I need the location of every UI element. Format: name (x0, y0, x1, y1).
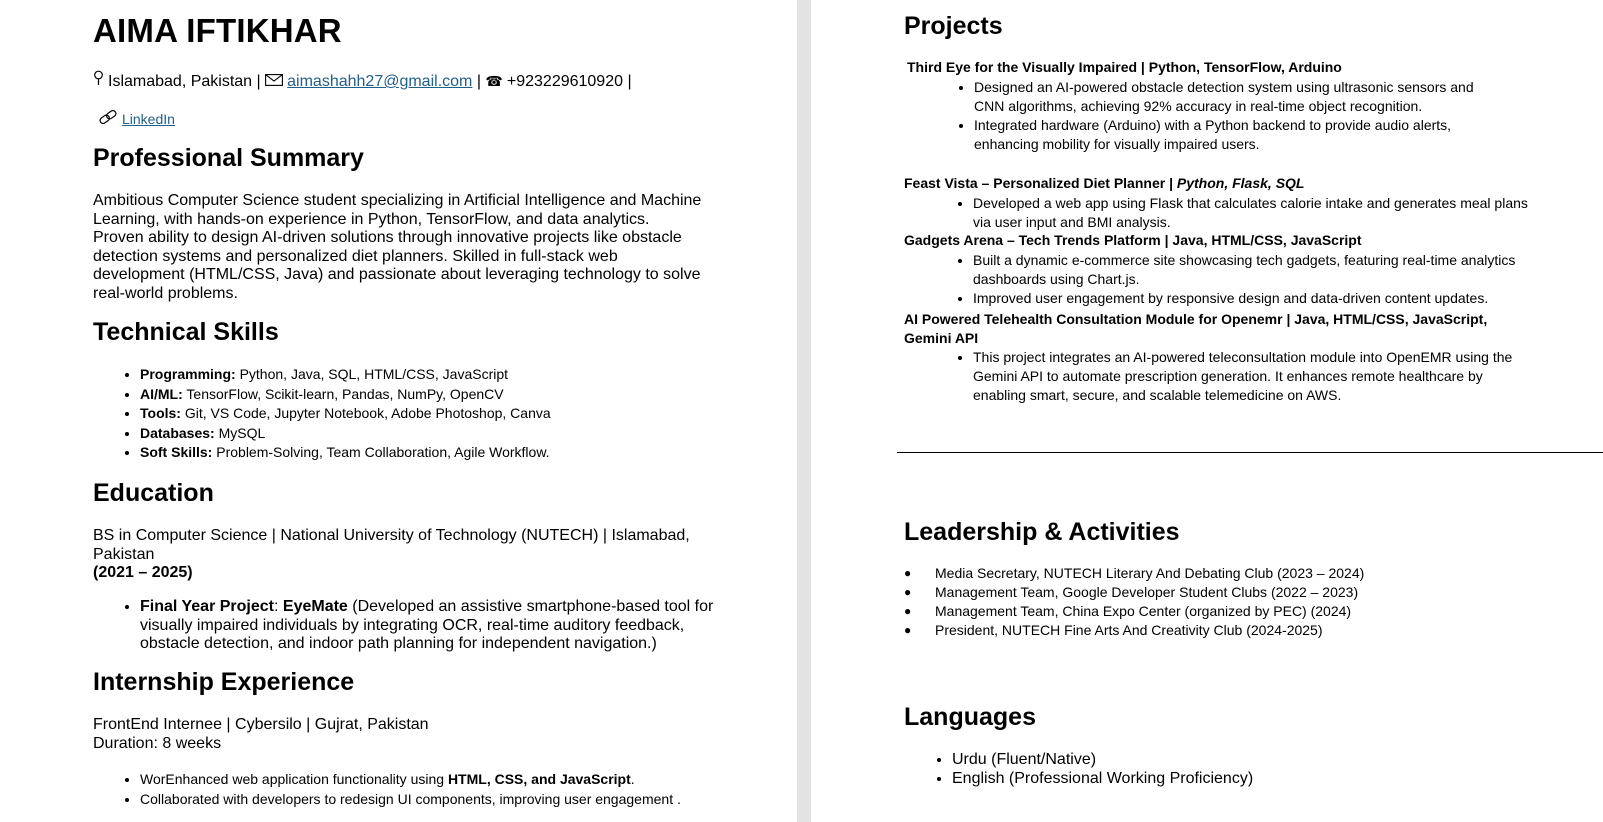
phone-icon: ☎ (485, 73, 503, 89)
skills-list (140, 365, 760, 463)
contact-line (93, 70, 632, 91)
project-title: Gadgets Arena – Tech Trends Platform | Java, HTML/CSS, JavaScript (904, 232, 1362, 248)
leadership-item: ● Management Team, China Expo Center (organized by PEC) (2024) (904, 602, 1524, 621)
project-title: Feast Vista – Personalized Diet Planner | Python, Flask, SQL (904, 175, 1305, 191)
leadership-heading: Leadership & Activities (904, 518, 1180, 546)
project-bullets (974, 78, 1474, 154)
project-bullet: • Built a dynamic e-commerce site showcasing tech gadgets, featuring real-time analytics dashboards using Chart.js. (973, 251, 1533, 289)
education-details (140, 598, 720, 654)
project-bullet: • Developed a web app using Flask that calculates calorie intake and generates meal plans via user input and BMI analysis. (973, 194, 1533, 232)
section-divider (897, 452, 1603, 453)
education-degree: BS in Computer Science | National University of Technology (NUTECH) | Islamabad, Pakistan (93, 527, 690, 563)
project-bullets (973, 194, 1533, 232)
leadership-item: ● President, NUTECH Fine Arts And Creativity Club (2024-2025) (904, 621, 1524, 640)
language-item: • English (Professional Working Proficiency) (952, 770, 1452, 789)
email-link[interactable]: aimashahh27@gmail.com (287, 73, 473, 90)
project-bullet: • Integrated hardware (Arduino) with a Python backend to provide audio alerts, enhancing mobility for visually impaired users. (974, 116, 1474, 154)
leadership-item: ● Management Team, Google Developer Student Clubs (2022 – 2023) (904, 583, 1524, 602)
resume-page-2 (811, 0, 1603, 822)
skills-heading: Technical Skills (93, 318, 279, 346)
internship-title: FrontEnd Internee | Cybersilo | Gujrat, Pakistan Duration: 8 weeks (93, 716, 429, 752)
project-bullet: • This project integrates an AI-powered teleconsultation module into OpenEMR using the Gemini API to automate prescription generation. It enhances remote healthcare by enabling smart, secure, and scalable telemedicine on AWS. (973, 348, 1513, 405)
envelope-icon (265, 73, 283, 89)
summary-heading: Professional Summary (93, 144, 364, 172)
projects-heading: Projects (904, 12, 1003, 40)
languages-heading: Languages (904, 703, 1036, 731)
internship-heading: Internship Experience (93, 668, 355, 696)
linkedin-row (98, 110, 175, 127)
skill-item: • Soft Skills: Problem-Solving, Team Collaboration, Agile Workflow. (140, 443, 760, 463)
project-bullet: • Designed an AI-powered obstacle detection system using ultrasonic sensors and CNN algorithms, achieving 92% accuracy in real-time object recognition. (974, 78, 1474, 116)
skill-item: • Programming: Python, Java, SQL, HTML/CSS, JavaScript (140, 365, 760, 385)
link-icon (98, 110, 118, 127)
languages-list (952, 751, 1452, 788)
education-heading: Education (93, 479, 214, 507)
language-item: • Urdu (Fluent/Native) (952, 751, 1452, 770)
summary-text: Ambitious Computer Science student specializing in Artificial Intelligence and Machine Learning, with hands-on experience in Python, TensorFlow, and data analytics. Proven ability to design AI-driven solutions through innovative projects like obstacle detection systems and personalized diet planners. Skilled in full-stack web development (HTML/CSS, Java) and passionate about leveraging technology to solve real-world problems. (93, 192, 702, 302)
location-pin-icon (93, 70, 104, 89)
location-text: Islamabad, Pakistan | (108, 73, 261, 90)
education-years: (2021 – 2025) (93, 564, 193, 581)
skill-item: • Databases: MySQL (140, 424, 760, 444)
internship-bullet: • WorEnhanced web application functionality using HTML, CSS, and JavaScript. (140, 770, 760, 790)
leadership-item: ● Media Secretary, NUTECH Literary And Debating Club (2023 – 2024) (904, 564, 1524, 583)
project-bullets (973, 251, 1533, 308)
skill-item: • Tools: Git, VS Code, Jupyter Notebook, Adobe Photoshop, Canva (140, 404, 760, 424)
linkedin-link[interactable]: LinkedIn (122, 111, 175, 127)
project-bullets (973, 348, 1513, 405)
skill-item: • AI/ML: TensorFlow, Scikit-learn, Pandas, NumPy, OpenCV (140, 385, 760, 405)
resume-page-1 (0, 0, 797, 822)
project-title: AI Powered Telehealth Consultation Module for Openemr | Java, HTML/CSS, JavaScript, Gemini API (904, 311, 1488, 346)
internship-bullet: • Collaborated with developers to redesign UI components, improving user engagement . (140, 790, 760, 810)
phone-text: +923229610920 | (506, 73, 632, 90)
leadership-list (904, 564, 1524, 640)
internship-bullets (140, 770, 760, 809)
candidate-name: AIMA IFTIKHAR (93, 12, 342, 49)
contact-separator: | (476, 73, 481, 90)
final-year-project: • Final Year Project: EyeMate (Developed an assistive smartphone-based tool for visually impaired individuals by integrating OCR, real-time auditory feedback, obstacle detection, and indoor path planning for independent navigation.) (140, 598, 720, 654)
project-bullet: • Improved user engagement by responsive design and data-driven content updates. (973, 289, 1533, 308)
page-gutter (797, 0, 811, 822)
project-title: Third Eye for the Visually Impaired | Python, TensorFlow, Arduino (907, 59, 1342, 75)
